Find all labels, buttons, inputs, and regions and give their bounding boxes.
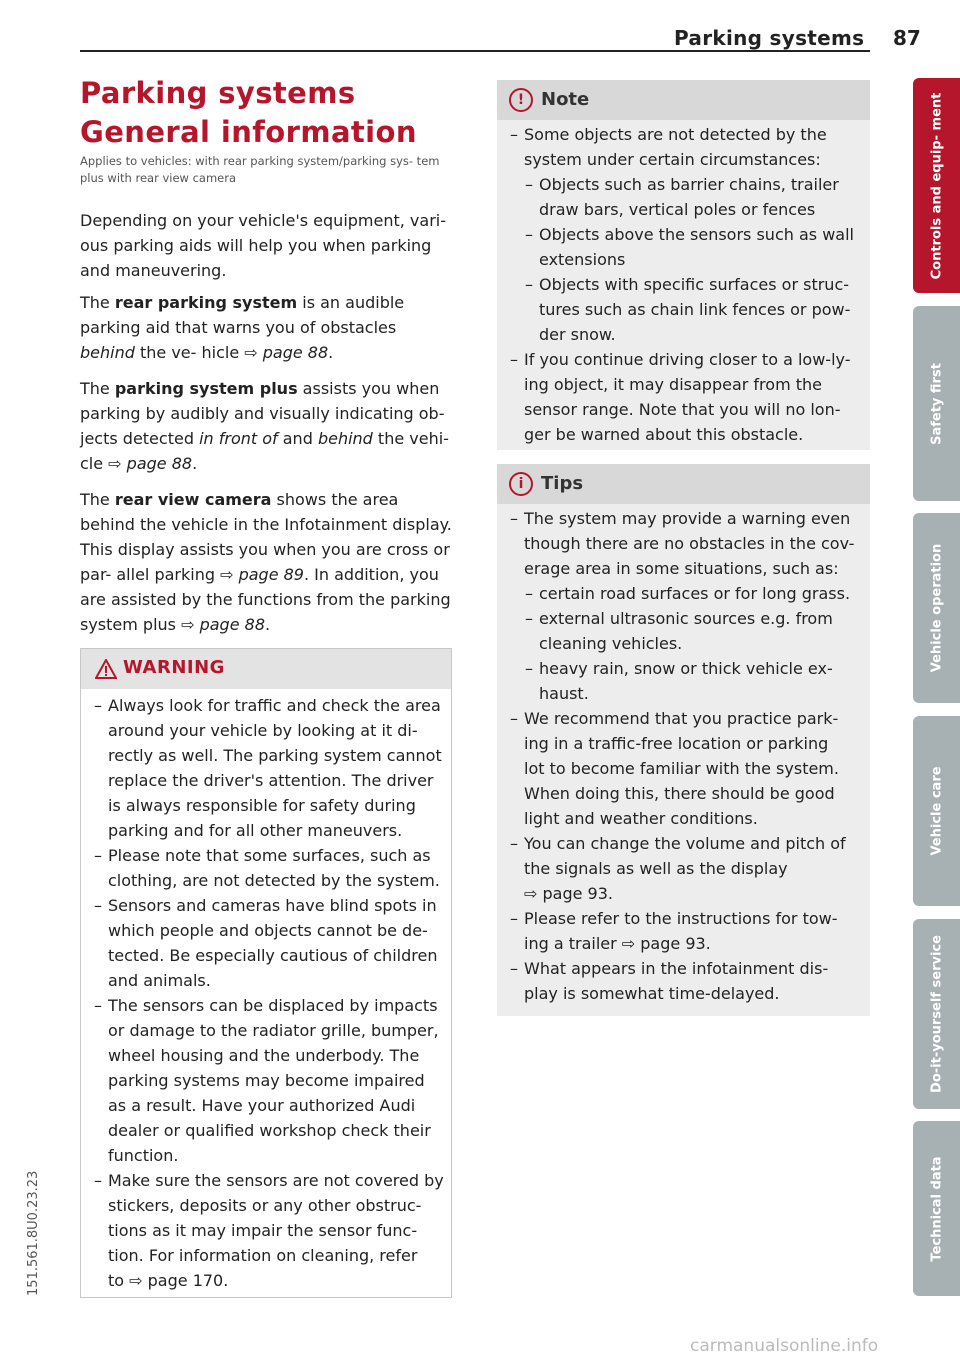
list-item-line: – The system may provide a warning even — [510, 509, 851, 528]
warning-item-line: – The sensors can be displaced by impacts — [94, 996, 438, 1015]
tab-label: Vehicle care — [929, 766, 944, 856]
header-rule — [80, 50, 870, 52]
tab-safety-first[interactable] — [913, 306, 960, 501]
tab-label: Technical data — [929, 1155, 944, 1262]
tips-box — [497, 464, 870, 1016]
sub-item-line: extensions — [539, 250, 626, 269]
sub-item-line: der snow. — [539, 325, 616, 344]
warning-item-line: replace the driver's attention. The driver — [108, 771, 434, 790]
parking-plus-paragraph: The parking system plus assists you when parking by audibly and visually indicating ob- jects detected in front of and behind the vehi- cle ⇨ page 88. — [80, 379, 449, 473]
warning-header — [81, 649, 451, 689]
warning-item-line: or damage to the radiator grille, bumper, — [108, 1021, 439, 1040]
tab-label: Vehicle operation — [929, 543, 944, 673]
sub-item-line: – Objects with specific surfaces or struc- — [525, 275, 850, 294]
tab-do-it-yourself-service[interactable] — [913, 919, 960, 1109]
warning-item-line: – Always look for traffic and check the area — [94, 696, 441, 715]
warning-item-line: and animals. — [108, 971, 211, 990]
warning-item-line: – Make sure the sensors are not covered by — [94, 1171, 444, 1190]
sub-item-line: haust. — [539, 684, 589, 703]
rear-parking-paragraph: The rear parking system is an audible parking aid that warns you of obstacles behind the ve- hicle ⇨ page 88. — [80, 293, 405, 362]
tab-label: Safety first — [929, 362, 944, 445]
list-item-line: the signals as well as the display — [524, 859, 788, 878]
sub-item-line: cleaning vehicles. — [539, 634, 683, 653]
list-item-line: When doing this, there should be good — [524, 784, 835, 803]
warning-box — [80, 648, 452, 1298]
list-item-line: – If you continue driving closer to a low-ly- — [510, 350, 851, 369]
note-header — [497, 80, 870, 120]
warning-item-line: to ⇨ page 170. — [108, 1271, 229, 1290]
list-item-line: play is somewhat time-delayed. — [524, 984, 780, 1003]
list-item-line: ⇨ page 93. — [524, 884, 613, 903]
watermark: carmanualsonline.info — [690, 1336, 879, 1356]
rear-camera-paragraph: The rear view camera shows the area behind the vehicle in the Infotainment display. This display assists you when you are cross or par- allel parking ⇨ page 89. In addition, you are assisted by the functions from the parking system plus ⇨ page 88. — [80, 490, 452, 634]
applies-note: Applies to vehicles: with rear parking system/parking sys- tem plus with rear view camera — [80, 154, 440, 185]
warning-item-line: – Please note that some surfaces, such as — [94, 846, 431, 865]
warning-item-line: parking systems may become impaired — [108, 1071, 425, 1090]
running-header-title: Parking systems — [674, 26, 865, 50]
intro-paragraph: Depending on your vehicle's equipment, vari- ous parking aids will help you when parking and maneuvering. — [80, 211, 446, 280]
warning-item-line: around your vehicle by looking at it di- — [108, 721, 418, 740]
note-title: Note — [541, 89, 590, 110]
list-item-line: lot to become familiar with the system. — [524, 759, 839, 778]
tips-header — [497, 464, 870, 504]
sub-item-line: – Objects such as barrier chains, trailer — [525, 175, 839, 194]
list-item-line: – We recommend that you practice park- — [510, 709, 839, 728]
sub-item-line: – Objects above the sensors such as wall — [525, 225, 854, 244]
tab-vehicle-operation[interactable] — [913, 513, 960, 703]
sub-item-line: – heavy rain, snow or thick vehicle ex- — [525, 659, 833, 678]
subsection-heading: General information — [80, 115, 417, 149]
list-item-line: ger be warned about this obstacle. — [524, 425, 804, 444]
sub-item-line: – certain road surfaces or for long grass. — [525, 584, 851, 603]
list-item-line: system under certain circumstances: — [524, 150, 821, 169]
note-box — [497, 80, 870, 450]
tab-label: Controls and equip- ment — [929, 92, 944, 279]
list-item-line: sensor range. Note that you will no lon- — [524, 400, 841, 419]
warning-item-line: function. — [108, 1146, 179, 1165]
list-item-line: ing in a traffic-free location or parking — [524, 734, 829, 753]
list-item-line: ing object, it may disappear from the — [524, 375, 822, 394]
warning-item-line: tion. For information on cleaning, refer — [108, 1246, 418, 1265]
page-88-link[interactable]: ⇨ page 88 — [181, 615, 265, 634]
warning-triangle-icon — [95, 659, 117, 679]
list-item-line: ing a trailer ⇨ page 93. — [524, 934, 711, 953]
warning-item-line: tions as it may impair the sensor func- — [108, 1221, 418, 1240]
warning-item-line: as a result. Have your authorized Audi — [108, 1096, 416, 1115]
sub-item-line: – external ultrasonic sources e.g. from — [525, 609, 833, 628]
section-heading: Parking systems — [80, 76, 356, 110]
page-number: 87 — [893, 26, 921, 50]
info-icon: i — [509, 472, 533, 496]
list-item-line: erage area in some situations, such as: — [524, 559, 839, 578]
tips-title: Tips — [541, 473, 584, 494]
warning-item-line: rectly as well. The parking system cannot — [108, 746, 442, 765]
warning-item-line: wheel housing and the underbody. The — [108, 1046, 420, 1065]
warning-title: WARNING — [123, 657, 225, 678]
list-item-line: – You can change the volume and pitch of — [510, 834, 846, 853]
tab-vehicle-care[interactable] — [913, 716, 960, 906]
warning-item-line: tected. Be especially cautious of children — [108, 946, 438, 965]
list-item-line: – What appears in the infotainment dis- — [510, 959, 829, 978]
sub-item-line: draw bars, vertical poles or fences — [539, 200, 816, 219]
tab-technical-data[interactable] — [913, 1121, 960, 1296]
page-88-link[interactable]: ⇨ page 88 — [244, 343, 329, 362]
tab-controls-and-equipment[interactable] — [913, 78, 960, 293]
page-89-link[interactable]: ⇨ page 89 — [220, 565, 304, 584]
tab-label: Do-it-yourself service — [929, 935, 944, 1093]
margin-code: 151.561.8U0.23.23 — [26, 1170, 41, 1296]
list-item-line: – Please refer to the instructions for tow- — [510, 909, 838, 928]
list-item-line: – Some objects are not detected by the — [510, 125, 827, 144]
note-icon: ! — [509, 88, 533, 112]
warning-item-line: – Sensors and cameras have blind spots in — [94, 896, 437, 915]
sub-item-line: tures such as chain link fences or pow- — [539, 300, 851, 319]
list-item-line: though there are no obstacles in the cov- — [524, 534, 855, 553]
page-88-link[interactable]: ⇨ page 88 — [108, 454, 193, 473]
warning-item-line: dealer or qualified workshop check their — [108, 1121, 431, 1140]
warning-item-line: which people and objects cannot be de- — [108, 921, 428, 940]
warning-item-line: parking and for all other maneuvers. — [108, 821, 403, 840]
list-item-line: light and weather conditions. — [524, 809, 758, 828]
warning-item-line: clothing, are not detected by the system. — [108, 871, 440, 890]
warning-item-line: stickers, deposits or any other obstruc- — [108, 1196, 422, 1215]
warning-item-line: is always responsible for safety during — [108, 796, 416, 815]
